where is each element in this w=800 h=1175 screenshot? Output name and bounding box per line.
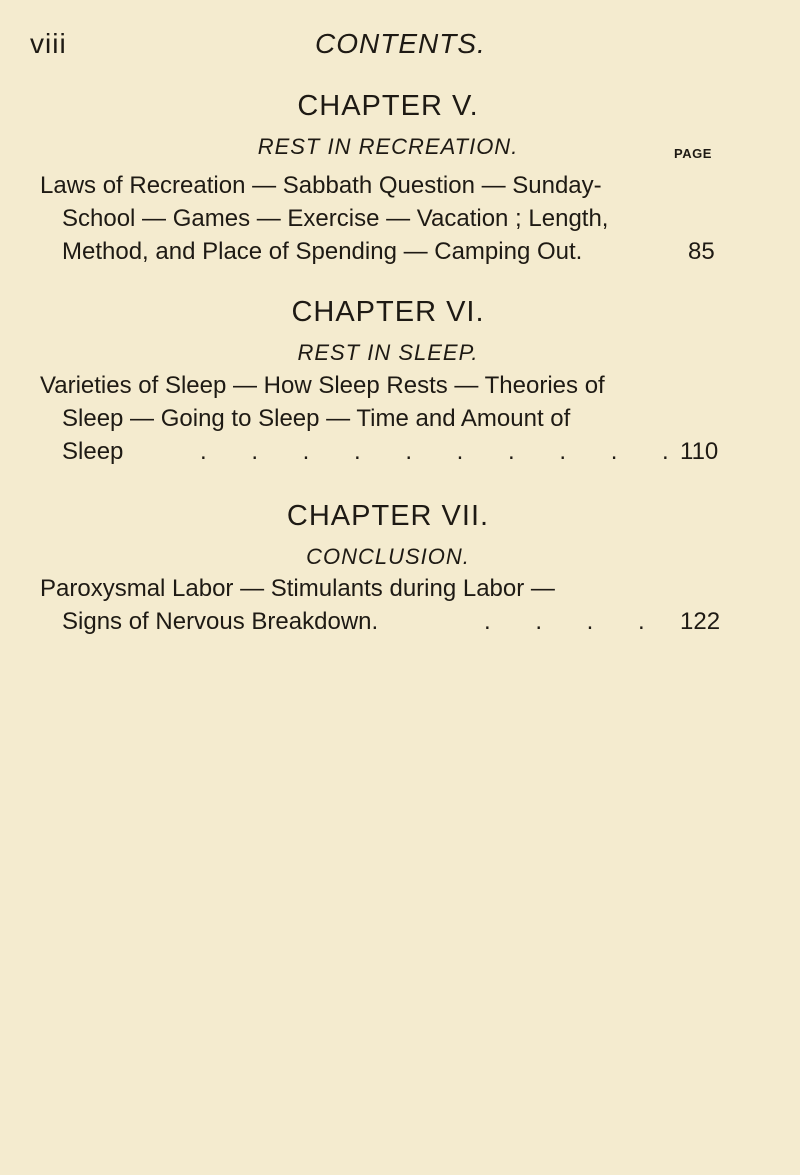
chapter-heading: CHAPTER VI. (291, 296, 485, 328)
page-reference: 110 (680, 438, 719, 465)
chapter-subtitle: CONCLUSION. (306, 544, 470, 569)
running-title: CONTENTS. (315, 28, 486, 59)
page-column-label: PAGE (674, 146, 712, 161)
chapter-heading: CHAPTER VII. (286, 500, 490, 532)
page-number: viii (30, 28, 67, 59)
dot-leader: . . . . (484, 608, 664, 635)
dot-leader: . . . . . . . . . . (200, 438, 688, 465)
page-header (0, 28, 800, 68)
page-reference: 85 (688, 238, 715, 265)
toc-line: Paroxysmal Labor — Stimulants during Labor — (40, 575, 555, 602)
toc-line: Varieties of Sleep — How Sleep Rests — Theories of (40, 372, 605, 399)
toc-line: Sleep — Going to Sleep — Time and Amount of (62, 405, 571, 432)
chapter-subtitle: REST IN RECREATION. (257, 134, 519, 159)
toc-line: Signs of Nervous Breakdown. (62, 608, 379, 635)
chapter-subtitle: REST IN SLEEP. (297, 340, 479, 365)
toc-line: School — Games — Exercise — Vacation ; Length, (62, 205, 609, 232)
toc-line: Laws of Recreation — Sabbath Question — Sunday- (40, 172, 602, 199)
toc-line: Sleep (62, 438, 124, 465)
page-reference: 122 (680, 608, 721, 635)
toc-line: Method, and Place of Spending — Camping Out. (62, 238, 583, 265)
chapter-heading: CHAPTER V. (297, 90, 479, 122)
